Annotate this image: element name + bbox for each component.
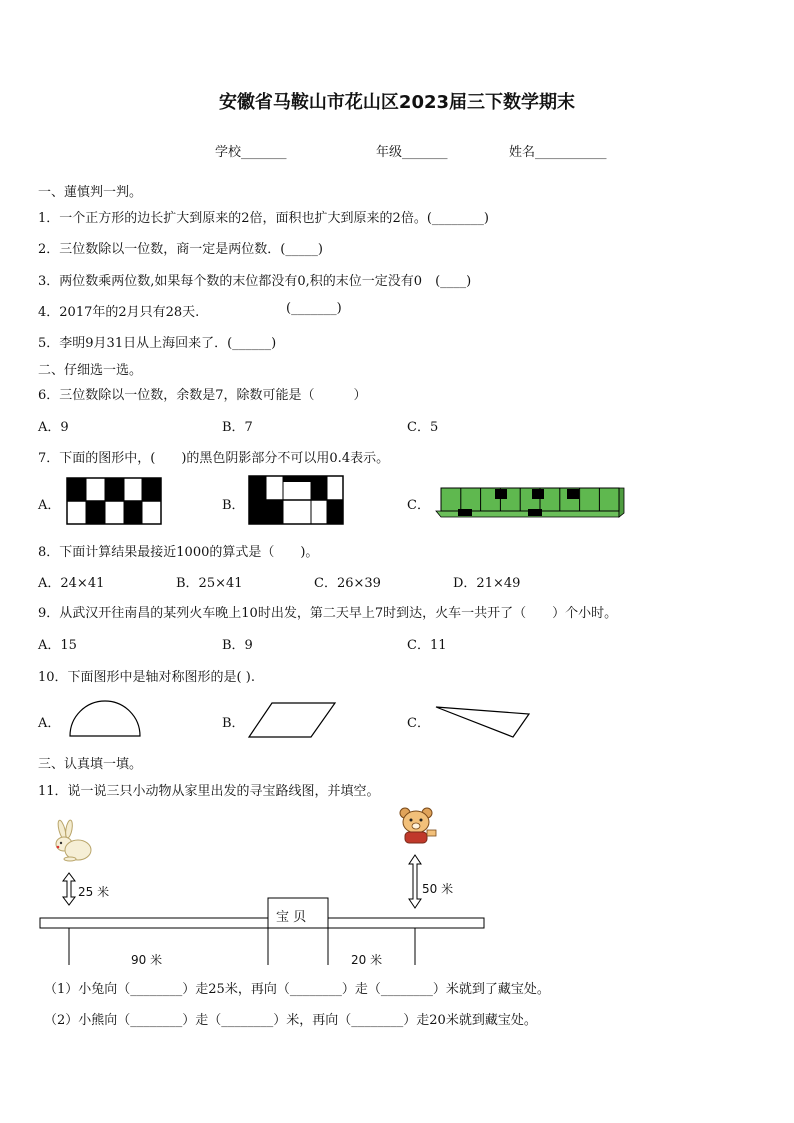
- section-3-heading: 三、认真填一填。: [38, 757, 143, 772]
- question-6: 6．三位数除以一位数，余数是7，除数可能是（ ）: [38, 388, 367, 403]
- q10-option-a: A．: [38, 716, 61, 731]
- fill-blank-1: （1）小兔向（________）走25米，再向（________）走（________）米就到了藏宝处。: [44, 982, 550, 997]
- name-field: 姓名___________: [509, 145, 607, 160]
- bear-icon: [396, 806, 440, 844]
- q6-option-b: B．7: [222, 420, 253, 435]
- right-distance-label: 20 米: [351, 953, 383, 967]
- grade-field: 年级_______: [376, 145, 448, 160]
- q10-triangle-shape: [435, 706, 535, 740]
- left-distance-label: 90 米: [131, 953, 163, 967]
- q9-option-b: B．9: [222, 638, 253, 653]
- school-field: 学校_______: [215, 145, 287, 160]
- q10-semicircle-shape: [69, 700, 141, 738]
- section-1-heading: 一、蓮慎判一判。: [38, 185, 143, 200]
- q8-option-b: B．25×41: [176, 576, 243, 591]
- question-4-blank: (_______): [286, 301, 342, 316]
- question-2: 2．三位数除以一位数，商一定是两位数．(_____): [38, 242, 323, 257]
- q7-figure-a: [67, 478, 161, 524]
- q8-option-d: D．21×49: [453, 576, 521, 591]
- q9-option-c: C．11: [407, 638, 447, 653]
- question-9: 9．从武汉开往南昌的某列火车晚上10时出发，第二天早上7时到达，火车一共开了（ ）个小时。: [38, 606, 618, 621]
- q10-option-c: C．: [407, 716, 430, 731]
- question-1: 1．一个正方形的边长扩大到原来的2倍，面积也扩大到原来的2倍。(________): [38, 211, 489, 226]
- bear-distance-label: 50 米: [422, 882, 454, 896]
- q7-figure-c: [436, 487, 624, 519]
- section-2-heading: 二、仔细选一选。: [38, 363, 143, 378]
- treasure-label: 宝 贝: [276, 910, 307, 925]
- page-title: 安徽省马鞍山市花山区2023届三下数学期末: [218, 92, 576, 113]
- q7-option-a: A．: [38, 498, 61, 513]
- q6-option-a: A．9: [38, 420, 69, 435]
- q6-option-c: C．5: [407, 420, 439, 435]
- question-11: 11．说一说三只小动物从家里出发的寻宝路线图，并填空。: [38, 784, 380, 799]
- q8-option-c: C．26×39: [314, 576, 381, 591]
- q7-option-b: B．: [222, 498, 245, 513]
- question-8: 8．下面计算结果最接近1000的算式是（ )。: [38, 545, 319, 560]
- question-3: 3．两位数乘两位数,如果每个数的末位都没有0,积的末位一定没有0 (____): [38, 274, 472, 289]
- question-5: 5．李明9月31日从上海回来了．(______): [38, 336, 277, 351]
- q7-figure-b: [249, 476, 343, 524]
- q10-option-b: B．: [222, 716, 245, 731]
- fill-blank-2: （2）小熊向（________）走（________）米，再向（________）走20米就到藏宝处。: [44, 1013, 537, 1028]
- q10-parallelogram-shape: [248, 702, 336, 738]
- q9-option-a: A．15: [38, 638, 77, 653]
- q7-option-c: C．: [407, 498, 430, 513]
- question-4: 4．2017年的2月只有28天.: [38, 305, 200, 320]
- treasure-route-map: [36, 855, 488, 970]
- rabbit-distance-label: 25 米: [78, 885, 110, 899]
- q8-option-a: A．24×41: [38, 576, 105, 591]
- question-10: 10．下面图形中是轴对称图形的是( ).: [38, 670, 255, 685]
- question-7: 7．下面的图形中，( )的黑色阴影部分不可以用0.4表示。: [38, 451, 390, 466]
